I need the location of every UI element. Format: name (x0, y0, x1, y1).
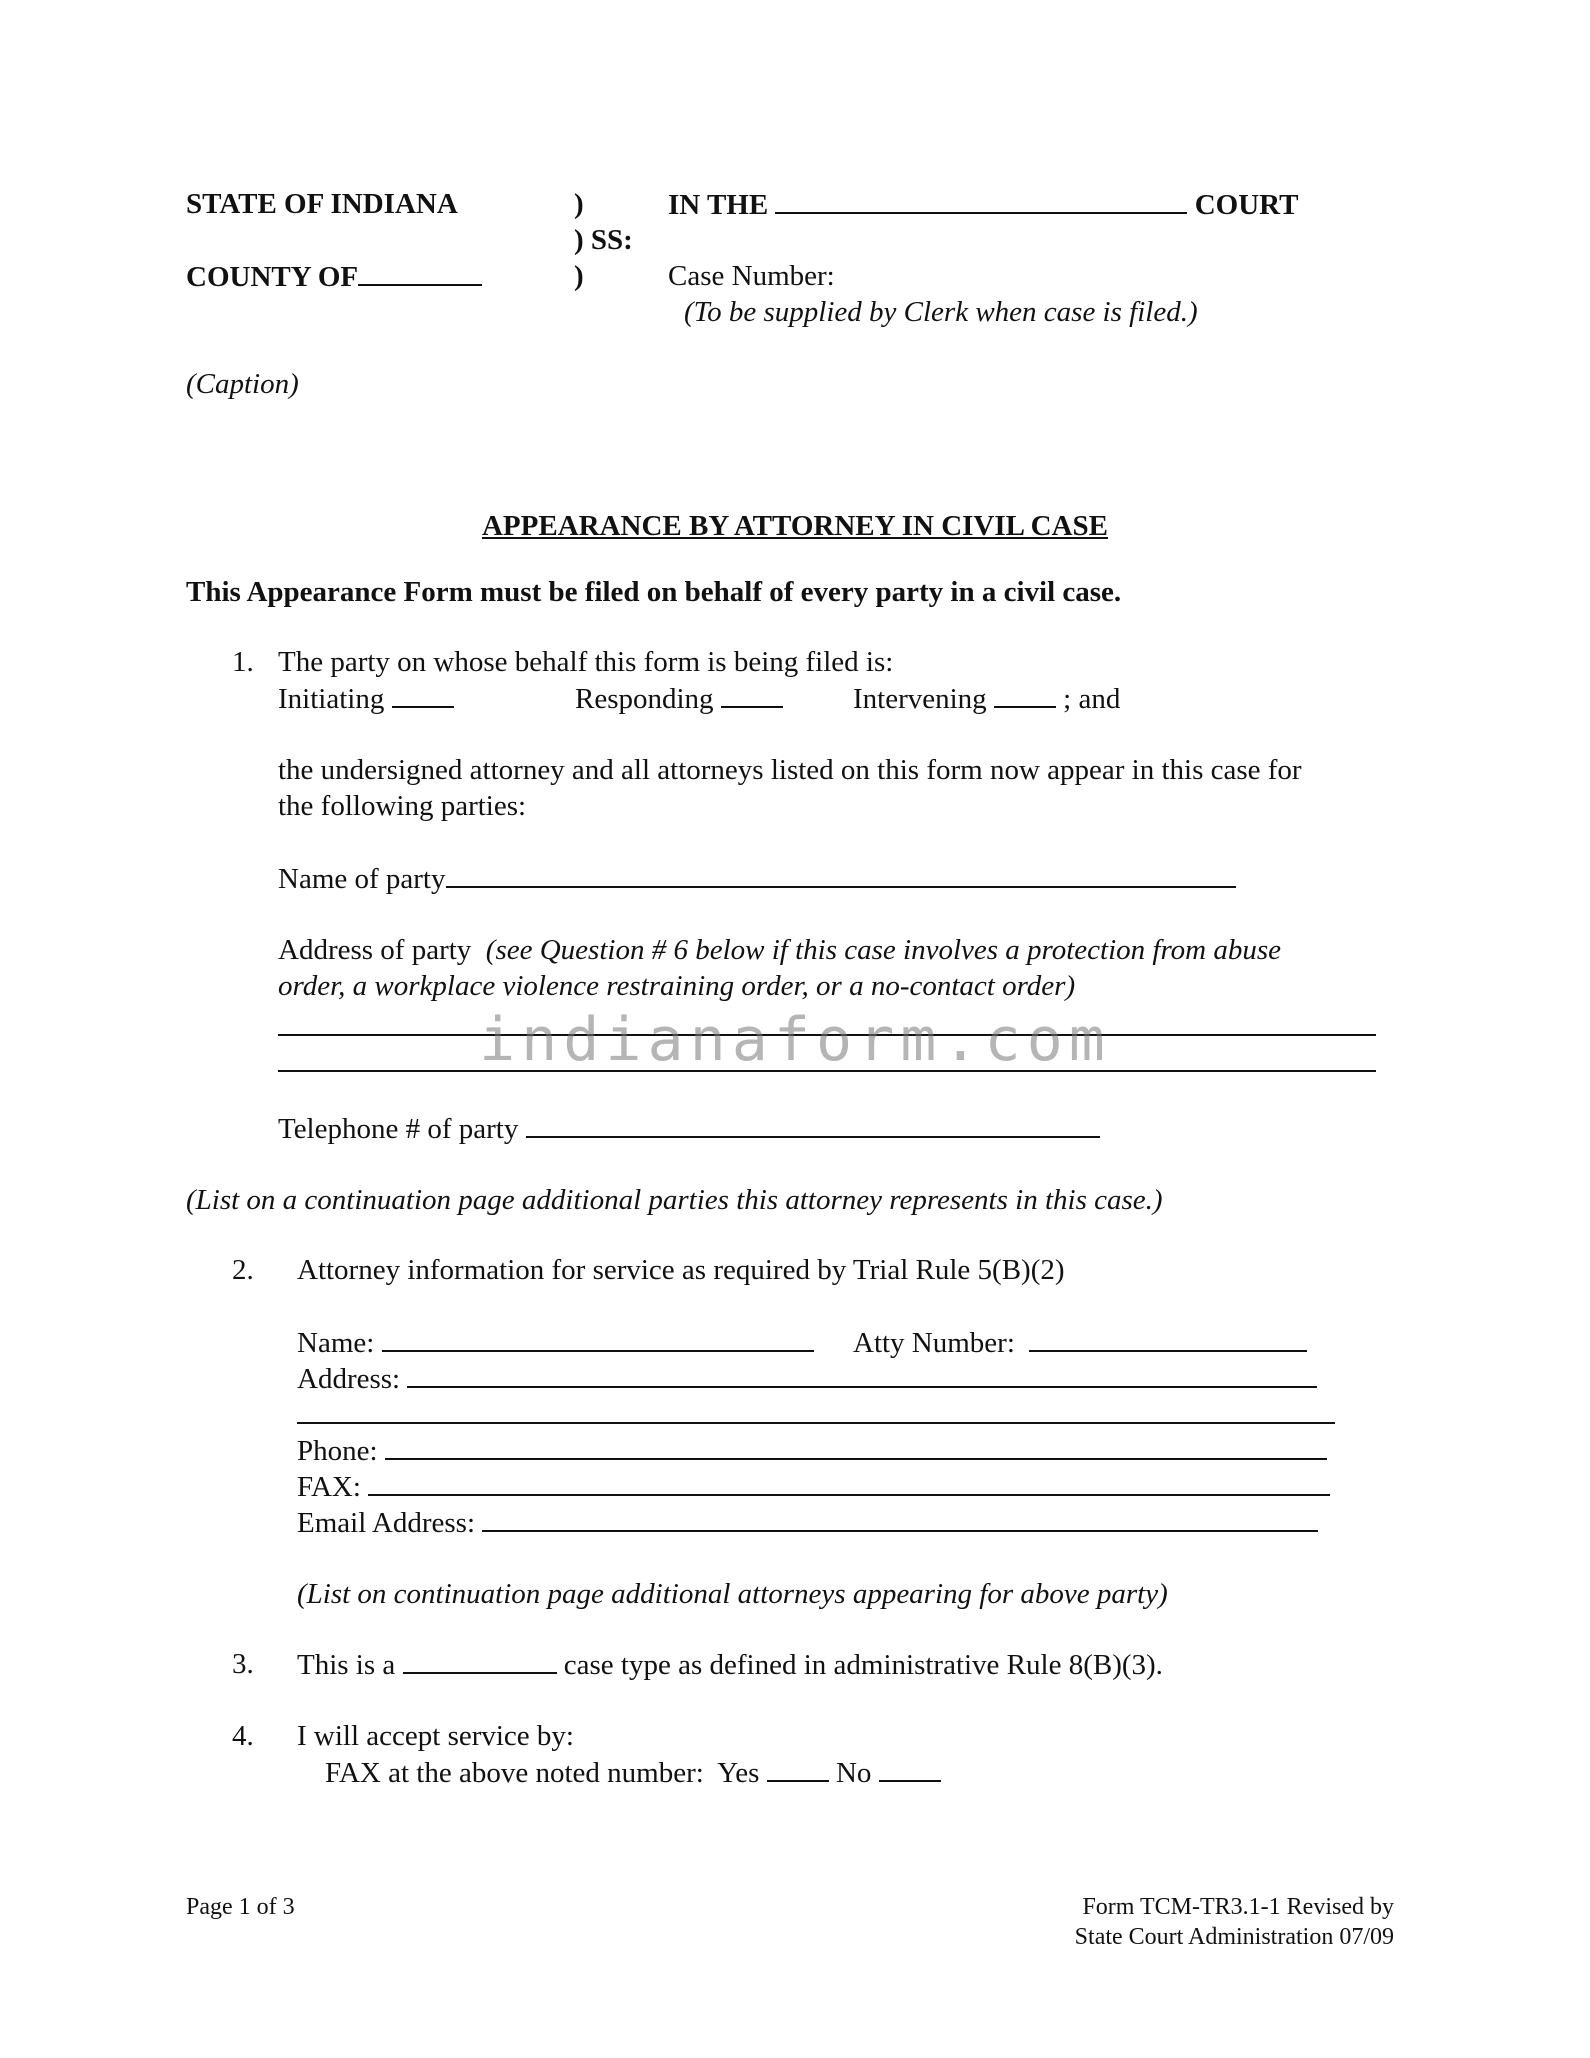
in-the-label: IN THE (668, 189, 769, 221)
court-line (668, 186, 1298, 223)
appear-line-2: the following parties: (278, 790, 527, 822)
q3-number: 3. (232, 1648, 254, 1680)
party-address-label: Address of party (278, 934, 472, 966)
fax-service-text: FAX at the above noted number: (325, 1757, 704, 1789)
case-type-blank[interactable] (403, 1646, 557, 1674)
atty-number-line (853, 1324, 1307, 1361)
and-text: ; and (1063, 683, 1121, 715)
county-blank[interactable] (358, 258, 482, 286)
case-number-note: (To be supplied by Clerk when case is filed.) (684, 296, 1198, 328)
attorney-phone-line (297, 1432, 1327, 1469)
attorney-email-label: Email Address: (297, 1507, 476, 1539)
attorney-phone-blank[interactable] (385, 1432, 1327, 1460)
party-address-note-1: (see Question # 6 below if this case involves a protection from abuse (485, 934, 1282, 966)
attorney-address-blank-2[interactable] (297, 1422, 1335, 1424)
appear-line-1: the undersigned attorney and all attorneys listed on this form now appear in this case for (278, 754, 1302, 786)
page-number: Page 1 of 3 (186, 1894, 295, 1920)
attorney-address-blank-1[interactable] (407, 1360, 1317, 1388)
watermark: indianaform.com (479, 1005, 1111, 1075)
attorney-name-line (297, 1324, 814, 1361)
form-title: APPEARANCE BY ATTORNEY IN CIVIL CASE (481, 510, 1109, 542)
party-phone-label: Telephone # of party (278, 1113, 519, 1145)
court-label: COURT (1194, 189, 1299, 221)
party-name-line (278, 860, 1236, 897)
atty-number-label: Atty Number: (853, 1327, 1015, 1359)
intervening-option (853, 680, 1120, 717)
fax-no-label: No (835, 1757, 872, 1789)
fax-service-line (325, 1754, 941, 1791)
initiating-label: Initiating (278, 683, 385, 715)
q3-suffix: case type as defined in administrative Rule 8(B)(3). (563, 1649, 1163, 1681)
intervening-blank[interactable] (994, 680, 1056, 708)
party-phone-blank[interactable] (526, 1110, 1100, 1138)
intro-text: This Appearance Form must be filed on behalf of every party in a civil case. (186, 576, 1122, 608)
party-phone-line (278, 1110, 1100, 1147)
header-paren-3: ) (574, 260, 584, 292)
responding-label: Responding (575, 683, 714, 715)
q1-text: The party on whose behalf this form is being filed is: (278, 646, 894, 678)
state-label: STATE OF INDIANA (186, 188, 458, 220)
party-address-note-2: order, a workplace violence restraining order, or a no-contact order) (278, 970, 1076, 1002)
header-paren-1: ) (574, 188, 584, 220)
q4-text: I will accept service by: (297, 1720, 574, 1752)
form-id-line-2: State Court Administration 07/09 (1074, 1924, 1394, 1950)
q3-prefix: This is a (297, 1649, 396, 1681)
intervening-label: Intervening (853, 683, 987, 715)
court-name-blank[interactable] (775, 186, 1187, 214)
attorney-email-blank[interactable] (482, 1504, 1318, 1532)
fax-no-blank[interactable] (879, 1754, 941, 1782)
q4-number: 4. (232, 1720, 254, 1752)
attorney-fax-label: FAX: (297, 1471, 361, 1503)
q1-number: 1. (232, 646, 254, 678)
attorney-name-blank[interactable] (382, 1324, 814, 1352)
attorney-address-label: Address: (297, 1363, 401, 1395)
responding-option (575, 680, 783, 717)
case-number-label: Case Number: (668, 260, 835, 292)
ss-label: ) SS: (574, 224, 633, 256)
party-name-label: Name of party (278, 863, 446, 895)
fax-yes-blank[interactable] (767, 1754, 829, 1782)
q2-number: 2. (232, 1254, 254, 1286)
attorney-name-label: Name: (297, 1327, 375, 1359)
attorney-fax-blank[interactable] (368, 1468, 1330, 1496)
atty-number-blank[interactable] (1029, 1324, 1307, 1352)
form-id-line-1: Form TCM-TR3.1-1 Revised by (1082, 1894, 1394, 1920)
fax-yes-label: Yes (717, 1757, 760, 1789)
initiating-blank[interactable] (392, 680, 454, 708)
attorney-address-line (297, 1360, 1317, 1397)
additional-parties-note: (List on a continuation page additional parties this attorney represents in this case.) (186, 1184, 1163, 1216)
county-line (186, 258, 482, 295)
caption-label: (Caption) (186, 368, 299, 400)
attorney-email-line (297, 1504, 1318, 1541)
attorney-phone-label: Phone: (297, 1435, 378, 1467)
responding-blank[interactable] (721, 680, 783, 708)
q3-line (297, 1646, 1163, 1683)
q2-text: Attorney information for service as required by Trial Rule 5(B)(2) (297, 1254, 1065, 1286)
party-address-line (278, 932, 1281, 968)
party-name-blank[interactable] (446, 860, 1236, 888)
additional-attorneys-note: (List on continuation page additional attorneys appearing for above party) (297, 1578, 1168, 1610)
initiating-option (278, 680, 454, 717)
attorney-fax-line (297, 1468, 1330, 1505)
county-label: COUNTY OF (186, 261, 359, 293)
